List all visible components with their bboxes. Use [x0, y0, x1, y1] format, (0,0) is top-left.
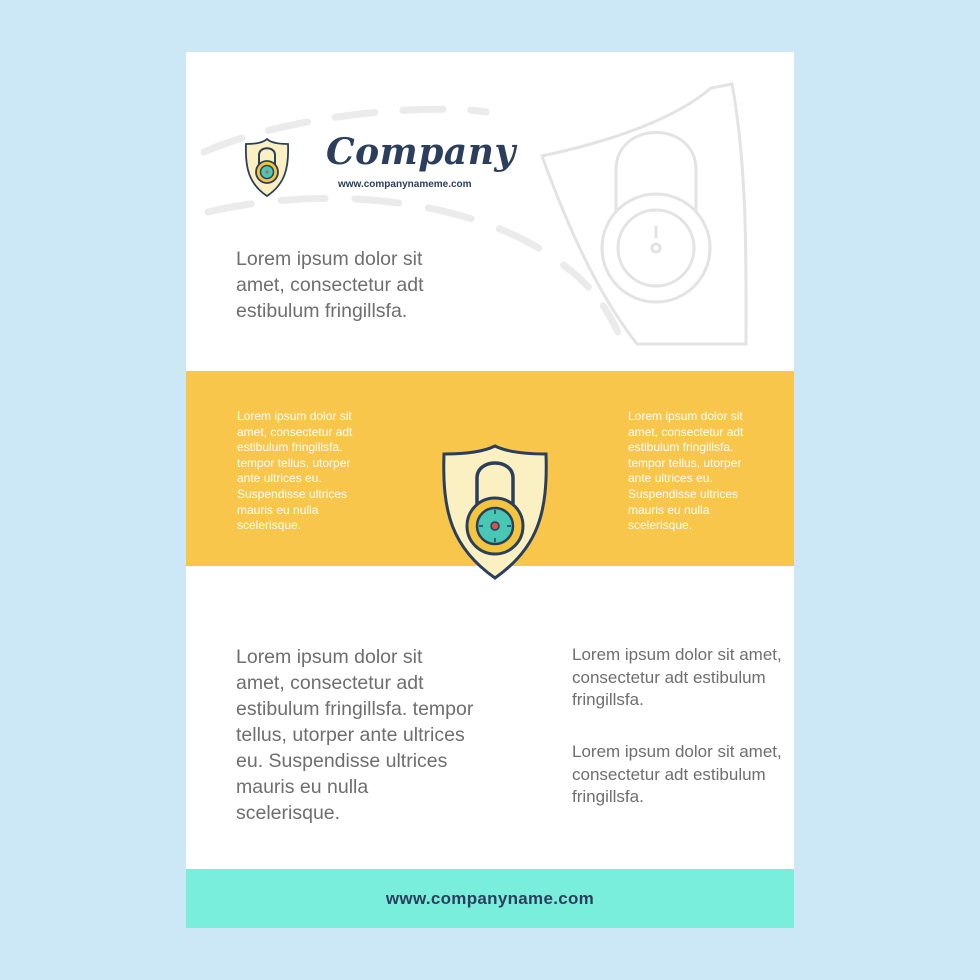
intro-text: Lorem ipsum dolor sit amet, consectetur adt estibulum fringillsfa.: [236, 248, 424, 322]
shield-lock-watermark-icon: [186, 52, 794, 382]
band-left-text: Lorem ipsum dolor sit amet, consectetur adt estibulum fringillsfa. tempor tellus, utorper ante ultrices eu. Suspendisse ultrices mauris eu nulla scelerisque.: [237, 409, 353, 533]
body-right-text-2: Lorem ipsum dolor sit amet, consectetur adt estibulum fringillsfa.: [572, 742, 782, 806]
company-url-header[interactable]: www.companynameme.com: [338, 179, 472, 190]
body-left-text: Lorem ipsum dolor sit amet, consectetur adt estibulum fringillsfa. tempor tellus, utorper ante ultrices eu. Suspendisse ultrices mauris eu nulla scelerisque.: [236, 646, 474, 824]
footer-bar: [186, 869, 794, 928]
footer-url-link[interactable]: www.companyname.com: [385, 888, 595, 908]
body-right-text-1: Lorem ipsum dolor sit amet, consectetur adt estibulum fringillsfa.: [572, 645, 782, 709]
company-name: Company: [326, 131, 516, 173]
shield-lock-logo-icon: [242, 138, 292, 198]
brochure-page: [186, 52, 794, 928]
shield-lock-icon: [440, 444, 550, 582]
band-right-text: Lorem ipsum dolor sit amet, consectetur adt estibulum fringillsfa. tempor tellus, utorper ante ultrices eu. Suspendisse ultrices mauris eu nulla scelerisque.: [628, 409, 744, 533]
